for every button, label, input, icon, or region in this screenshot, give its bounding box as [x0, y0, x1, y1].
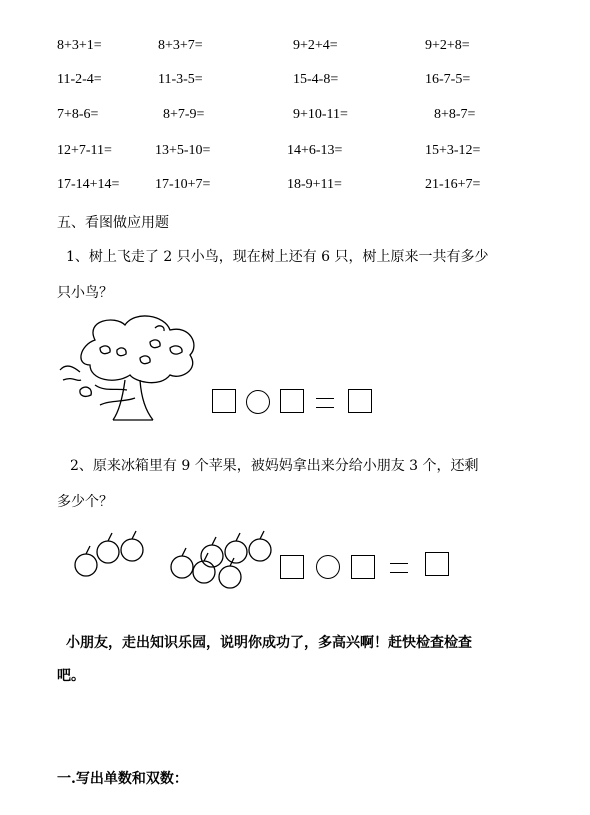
equation: 14+6-13= — [287, 143, 343, 158]
equation: 16-7-5= — [425, 72, 471, 87]
equation: 21-16+7= — [425, 177, 481, 192]
arithmetic-row — [0, 143, 590, 167]
question-2-line2: 多少个？ — [57, 494, 113, 510]
equation: 9+10-11= — [293, 107, 348, 122]
equation: 11-2-4= — [57, 72, 102, 87]
equals-sign — [390, 563, 408, 573]
answer-box[interactable] — [351, 555, 375, 579]
equals-sign — [316, 398, 334, 408]
section-1-title: 一.写出单数和双数： — [57, 771, 188, 787]
answer-box[interactable] — [280, 389, 304, 413]
equation: 8+3+7= — [158, 38, 203, 53]
arithmetic-row — [0, 107, 590, 131]
tree-birds-illustration — [55, 310, 205, 425]
answer-box[interactable] — [425, 552, 449, 576]
equation: 15-4-8= — [293, 72, 339, 87]
equation: 18-9+11= — [287, 177, 342, 192]
encouragement-line1: 小朋友，走出知识乐园，说明你成功了，多高兴啊！赶快检查检查 — [66, 635, 472, 651]
question-1-line1: 1、树上飞走了 2 只小鸟，现在树上还有 6 只，树上原来一共有多少 — [66, 249, 489, 265]
apples-illustration — [70, 530, 280, 590]
encouragement-line2: 吧。 — [57, 668, 85, 684]
answer-box[interactable] — [280, 555, 304, 579]
equation: 11-3-5= — [158, 72, 203, 87]
answer-box[interactable] — [348, 389, 372, 413]
arithmetic-row — [0, 177, 590, 201]
question-1-line2: 只小鸟？ — [57, 285, 113, 301]
arithmetic-row — [0, 38, 590, 62]
equation: 17-10+7= — [155, 177, 211, 192]
equation: 13+5-10= — [155, 143, 211, 158]
equation: 9+2+8= — [425, 38, 470, 53]
question-2-line1: 2、原来冰箱里有 9 个苹果，被妈妈拿出来分给小朋友 3 个，还剩 — [70, 458, 479, 474]
equation: 15+3-12= — [425, 143, 481, 158]
operator-circle[interactable] — [316, 555, 340, 579]
answer-box[interactable] — [212, 389, 236, 413]
operator-circle[interactable] — [246, 390, 270, 414]
equation: 8+8-7= — [434, 107, 476, 122]
equation: 8+3+1= — [57, 38, 102, 53]
arithmetic-row — [0, 72, 590, 96]
equation: 9+2+4= — [293, 38, 338, 53]
equation: 7+8-6= — [57, 107, 99, 122]
equation: 12+7-11= — [57, 143, 112, 158]
equation: 17-14+14= — [57, 177, 120, 192]
section-title: 五、看图做应用题 — [57, 215, 169, 231]
equation: 8+7-9= — [163, 107, 205, 122]
